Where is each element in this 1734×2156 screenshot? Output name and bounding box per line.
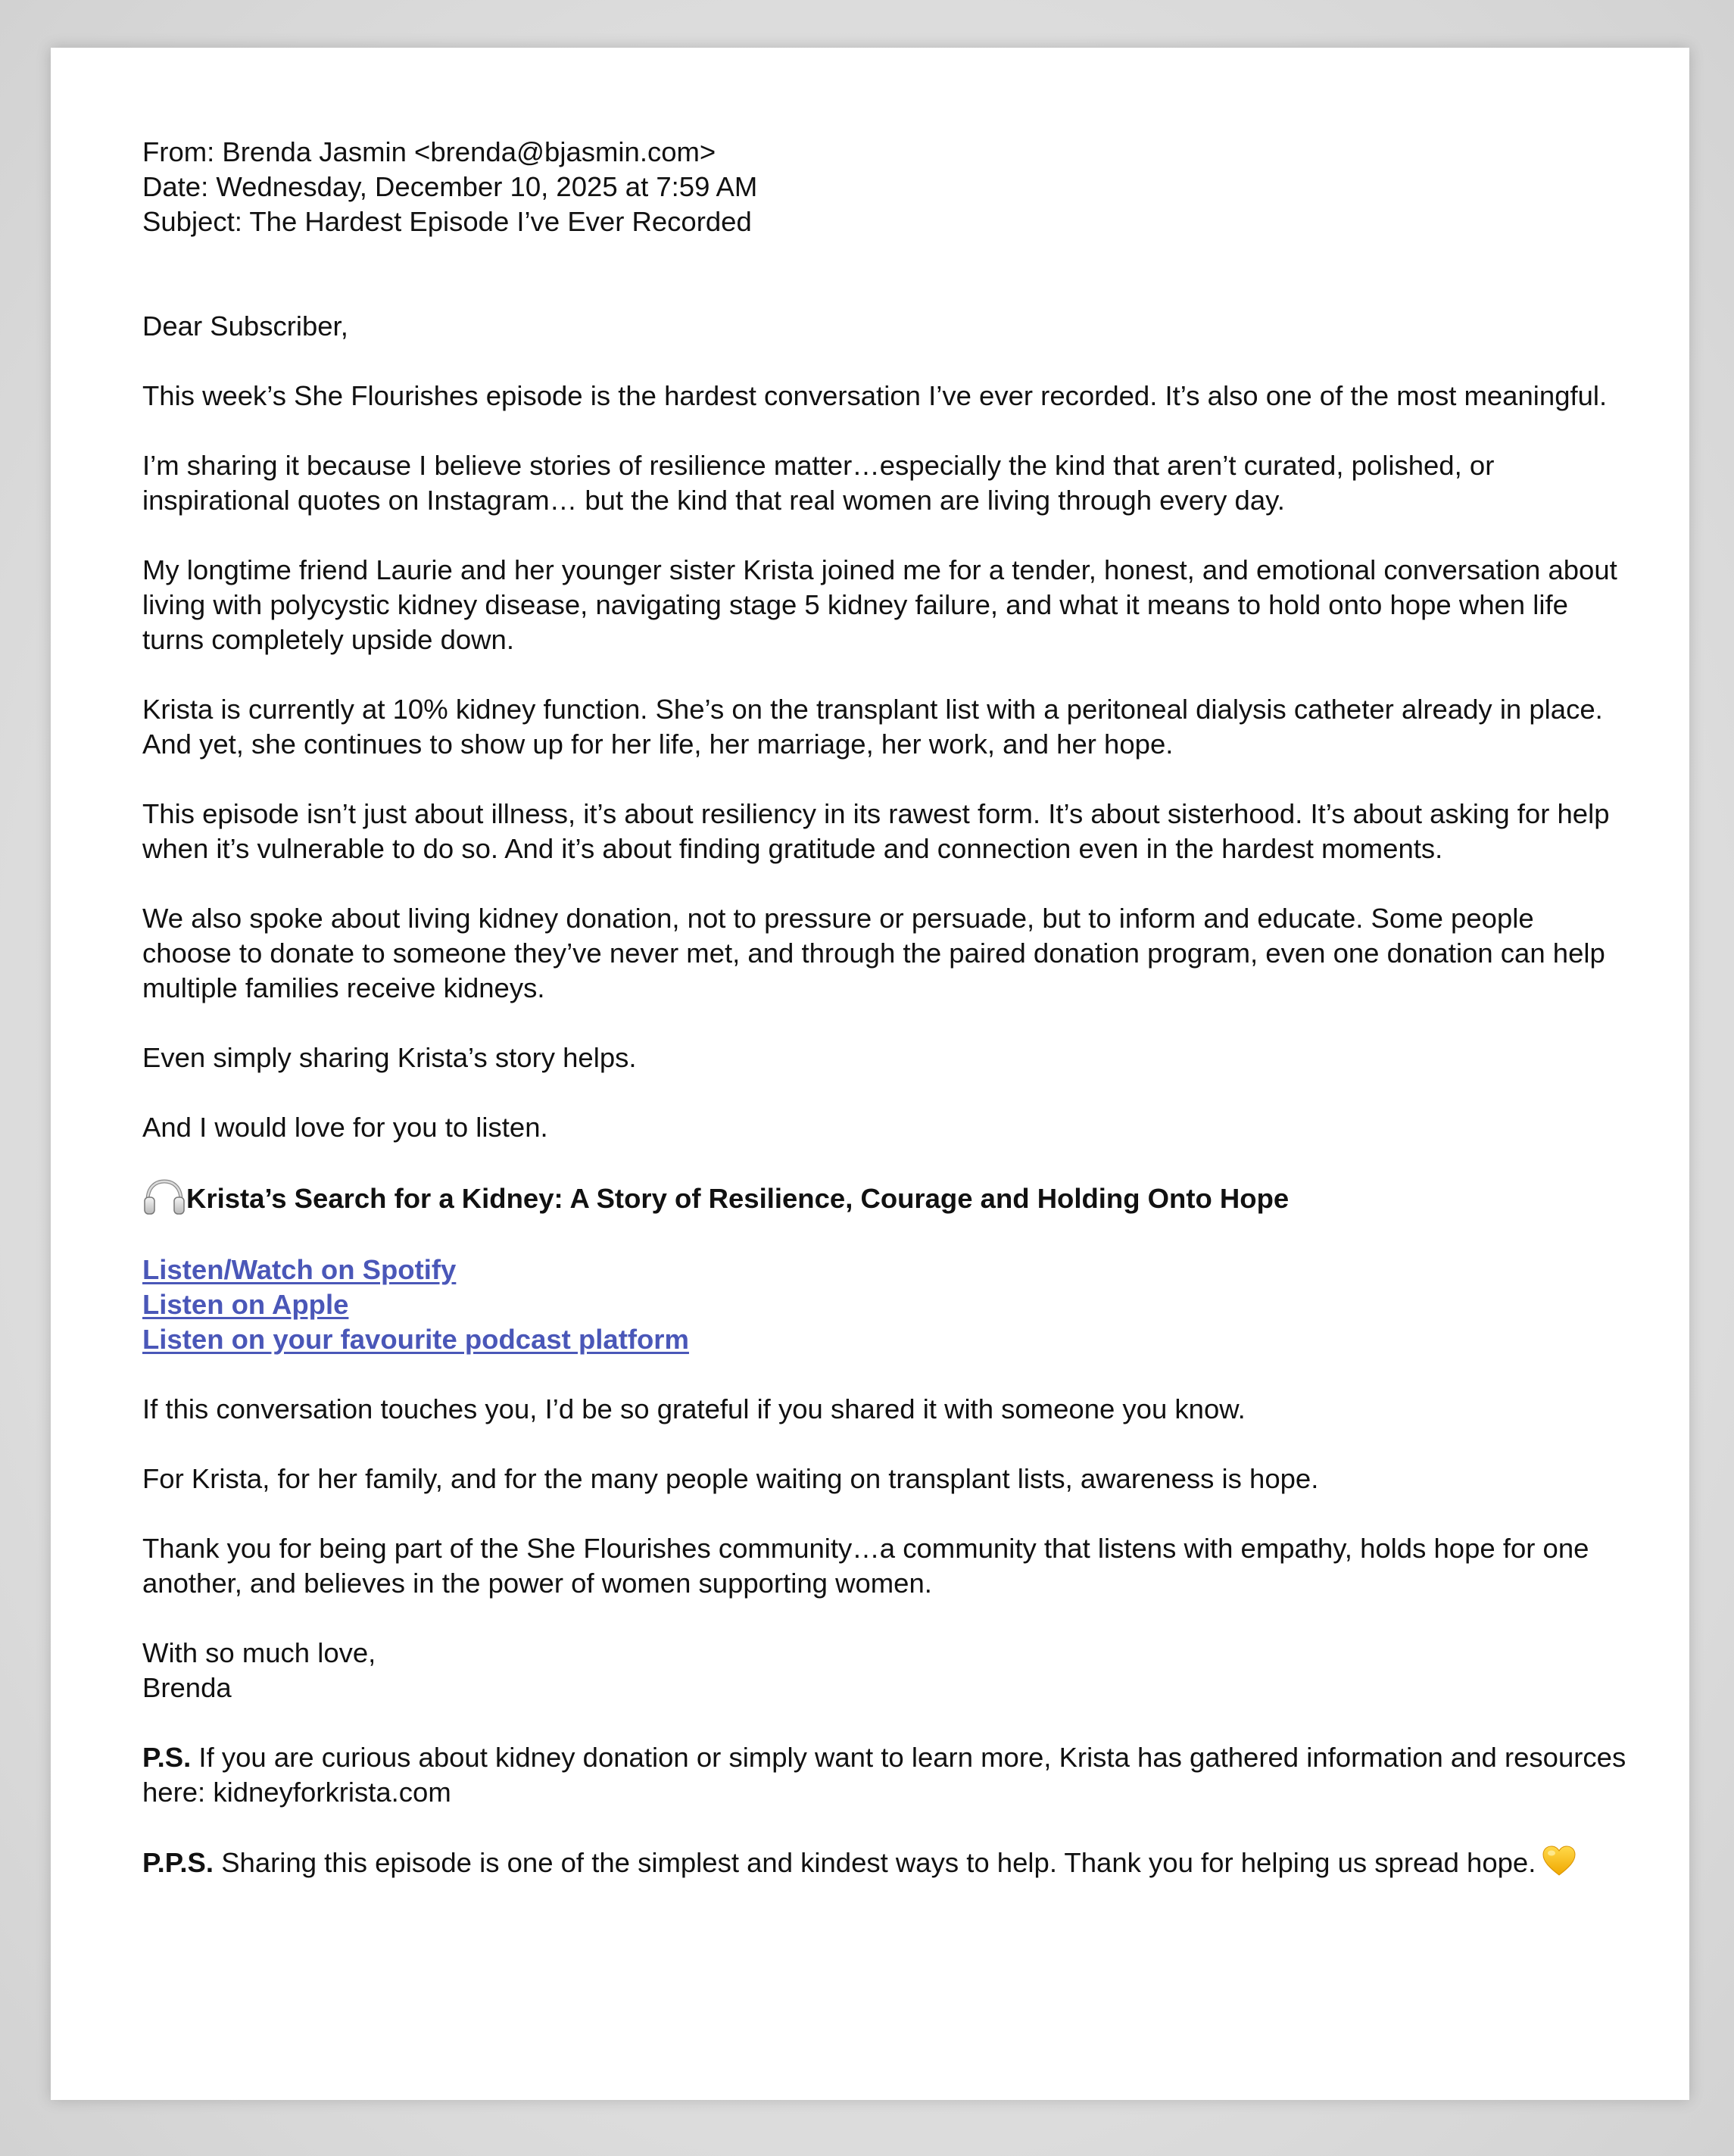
from-line: From: Brenda Jasmin <brenda@bjasmin.com> (142, 136, 716, 167)
podcast-links (142, 1253, 1626, 1357)
pps-text: Sharing this episode is one of the simplest and kindest ways to help. Thank you for helping us spread hope. (214, 1847, 1536, 1878)
paragraph: If this conversation touches you, I’d be so grateful if you shared it with someone you know. (142, 1393, 1246, 1424)
episode-title-text: Krista’s Search for a Kidney: A Story of Resilience, Courage and Holding Onto Hope (186, 1183, 1290, 1214)
headphones-icon (142, 1178, 186, 1215)
pps-label: P.P.S. (142, 1847, 214, 1878)
signoff: With so much love, (142, 1637, 376, 1668)
paragraph: Krista is currently at 10% kidney function. She’s on the transplant list with a peritoneal dialysis catheter already in place. And yet, she continues to show up for her life, her marriage, her work, and her hope. (142, 694, 1603, 760)
signature: Brenda (142, 1672, 232, 1703)
pps-paragraph (142, 1845, 1626, 1880)
paragraph: Even simply sharing Krista’s story helps. (142, 1042, 637, 1073)
spotify-link[interactable]: Listen/Watch on Spotify (142, 1254, 457, 1285)
paragraph: Thank you for being part of the She Flourishes community…a community that listens with empathy, holds hope for one another, and believes in the power of women supporting women. (142, 1533, 1589, 1599)
yellow-heart-icon (1542, 1845, 1577, 1877)
subject-line: Subject: The Hardest Episode I’ve Ever Recorded (142, 206, 752, 237)
paragraph: And I would love for you to listen. (142, 1112, 548, 1143)
podcast-platform-link[interactable]: Listen on your favourite podcast platform (142, 1324, 689, 1355)
paragraph: My longtime friend Laurie and her younger sister Krista joined me for a tender, honest, and emotional conversation about living with polycystic kidney disease, navigating stage 5 kidney failure, and what it means to hold onto hope when life turns completely upside down. (142, 554, 1617, 655)
paragraph: This week’s She Flourishes episode is the hardest conversation I’ve ever recorded. It’s also one of the most meaningful. (142, 380, 1608, 411)
paragraph: We also spoke about living kidney donation, not to pressure or persuade, but to inform and educate. Some people choose to donate to someone they’ve never met, and through the paired donation program, even one donation can help multiple families receive kidneys. (142, 903, 1605, 1003)
paragraph: For Krista, for her family, and for the many people waiting on transplant lists, awareness is hope. (142, 1463, 1319, 1494)
email-page (51, 48, 1689, 2100)
greeting: Dear Subscriber, (142, 310, 348, 342)
signoff-block (142, 1636, 1626, 1705)
ps-paragraph (142, 1740, 1626, 1810)
paragraph: I’m sharing it because I believe stories of resilience matter…especially the kind that aren’t curated, polished, or inspirational quotes on Instagram… but the kind that real women are living through every day. (142, 450, 1495, 516)
ps-text: If you are curious about kidney donation or simply want to learn more, Krista has gathered information and resources here: kidneyforkrista.com (142, 1742, 1626, 1808)
episode-title (142, 1180, 1626, 1218)
email-content (142, 135, 1626, 1880)
apple-link[interactable]: Listen on Apple (142, 1289, 349, 1320)
ps-label: P.S. (142, 1742, 192, 1773)
date-line: Date: Wednesday, December 10, 2025 at 7:59 AM (142, 171, 758, 202)
email-header (142, 135, 1626, 239)
paragraph: This episode isn’t just about illness, it’s about resiliency in its rawest form. It’s about sisterhood. It’s about asking for help when it’s vulnerable to do so. And it’s about finding gratitude and connection even in the hardest moments. (142, 798, 1610, 864)
